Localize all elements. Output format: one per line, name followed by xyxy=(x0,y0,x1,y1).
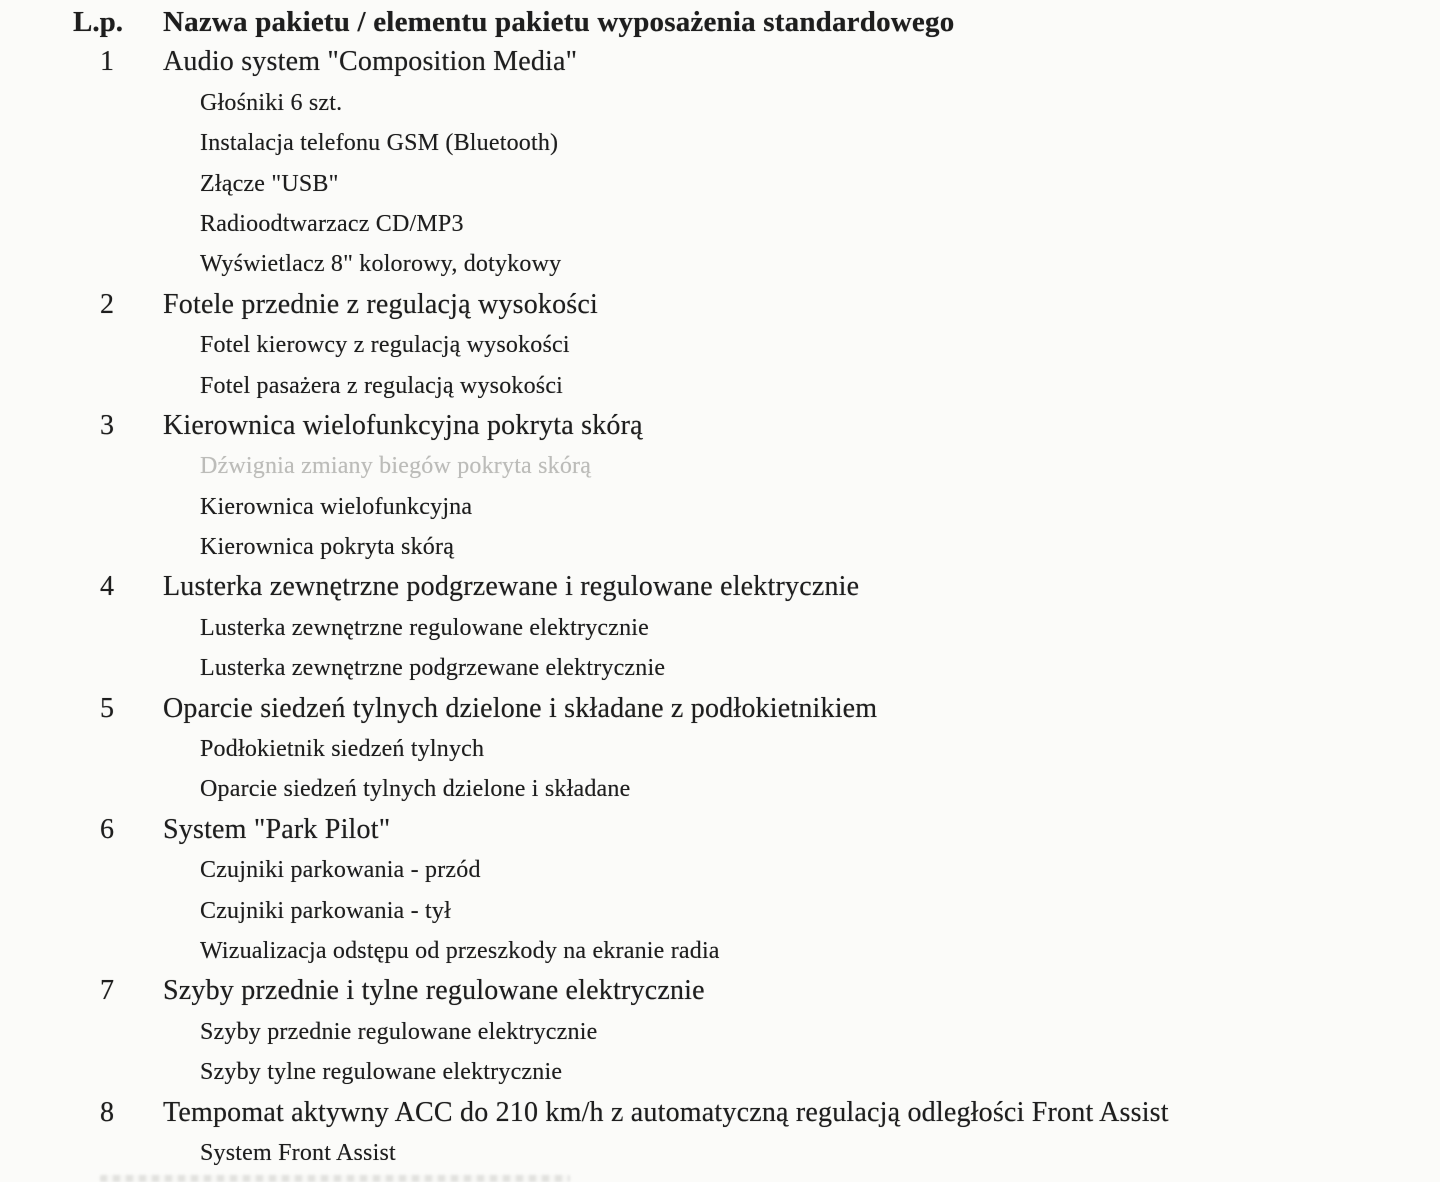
clipped-text-line xyxy=(100,1175,570,1182)
header-name-label: Nazwa pakietu / elementu pakietu wyposażenia standardowego xyxy=(163,6,955,38)
sub-item-label: Złącze "USB" xyxy=(200,170,339,197)
sub-item-label: Fotel kierowcy z regulacją wysokości xyxy=(200,332,570,359)
sub-item-row xyxy=(0,648,1440,688)
header-index-label: L.p. xyxy=(73,6,123,38)
sub-item-label: Kierownica wielofunkcyjna xyxy=(200,493,473,520)
sub-item-row xyxy=(0,164,1440,204)
sub-item-label: Radioodtwarzacz CD/MP3 xyxy=(200,210,464,237)
sub-item-row xyxy=(0,83,1440,123)
sub-item-label: Szyby tylne regulowane elektrycznie xyxy=(200,1059,563,1086)
sub-item-label: Czujniki parkowania - tył xyxy=(200,897,451,924)
sub-item-row xyxy=(0,729,1440,769)
sub-item-label: Szyby przednie regulowane elektrycznie xyxy=(200,1018,598,1045)
table-header xyxy=(0,2,1440,42)
items-container xyxy=(0,42,1440,1173)
sub-item-row xyxy=(0,608,1440,648)
sub-item-row xyxy=(0,1012,1440,1052)
item-row xyxy=(0,689,1440,729)
item-row xyxy=(0,406,1440,446)
item-name: Kierownica wielofunkcyjna pokryta skórą xyxy=(163,409,643,441)
sub-item-label: Oparcie siedzeń tylnych dzielone i składane xyxy=(200,776,631,803)
sub-item-row xyxy=(0,891,1440,931)
sub-item-row xyxy=(0,446,1440,486)
item-row xyxy=(0,42,1440,82)
item-name: Szyby przednie i tylne regulowane elektrycznie xyxy=(163,975,705,1007)
item-name: Lusterka zewnętrzne podgrzewane i regulowane elektrycznie xyxy=(163,571,860,603)
sub-item-row xyxy=(0,204,1440,244)
sub-item-label: Czujniki parkowania - przód xyxy=(200,857,481,884)
item-name: Audio system "Composition Media" xyxy=(163,46,578,78)
sub-item-label: Kierownica pokryta skórą xyxy=(200,534,455,561)
item-number: 2 xyxy=(100,288,114,320)
sub-item-row xyxy=(0,527,1440,567)
item-row xyxy=(0,567,1440,607)
sub-item-row xyxy=(0,366,1440,406)
sub-item-label: Wizualizacja odstępu od przeszkody na ekranie radia xyxy=(200,937,720,964)
item-number: 3 xyxy=(100,409,114,441)
sub-item-label: Lusterka zewnętrzne regulowane elektrycznie xyxy=(200,614,650,641)
item-number: 4 xyxy=(100,571,114,603)
equipment-table xyxy=(0,2,1440,1173)
sub-item-label: System Front Assist xyxy=(200,1139,396,1166)
sub-item-row xyxy=(0,931,1440,971)
sub-item-row xyxy=(0,1052,1440,1092)
sub-item-row xyxy=(0,850,1440,890)
sub-item-row xyxy=(0,123,1440,163)
sub-item-row xyxy=(0,244,1440,284)
item-number: 7 xyxy=(100,975,114,1007)
sub-item-label: Dźwignia zmiany biegów pokryta skórą xyxy=(200,453,592,480)
sub-item-label: Lusterka zewnętrzne podgrzewane elektrycznie xyxy=(200,655,666,682)
sub-item-row xyxy=(0,487,1440,527)
item-row xyxy=(0,971,1440,1011)
sub-item-label: Fotel pasażera z regulacją wysokości xyxy=(200,372,564,399)
sub-item-row xyxy=(0,325,1440,365)
sub-item-label: Podłokietnik siedzeń tylnych xyxy=(200,736,485,763)
sub-item-label: Instalacja telefonu GSM (Bluetooth) xyxy=(200,130,559,157)
item-row xyxy=(0,1093,1440,1133)
item-name: Fotele przednie z regulacją wysokości xyxy=(163,288,599,320)
sub-item-label: Głośniki 6 szt. xyxy=(200,89,343,116)
item-number: 1 xyxy=(100,46,114,78)
sub-item-row xyxy=(0,1133,1440,1173)
item-name: System "Park Pilot" xyxy=(163,813,391,845)
sub-item-label: Wyświetlacz 8" kolorowy, dotykowy xyxy=(200,251,562,278)
item-row xyxy=(0,285,1440,325)
item-name: Oparcie siedzeń tylnych dzielone i składane z podłokietnikiem xyxy=(163,692,878,724)
sub-item-row xyxy=(0,769,1440,809)
item-number: 6 xyxy=(100,813,114,845)
item-row xyxy=(0,810,1440,850)
item-number: 8 xyxy=(100,1096,114,1128)
item-number: 5 xyxy=(100,692,114,724)
item-name: Tempomat aktywny ACC do 210 km/h z automatyczną regulacją odległości Front Assist xyxy=(163,1096,1169,1128)
